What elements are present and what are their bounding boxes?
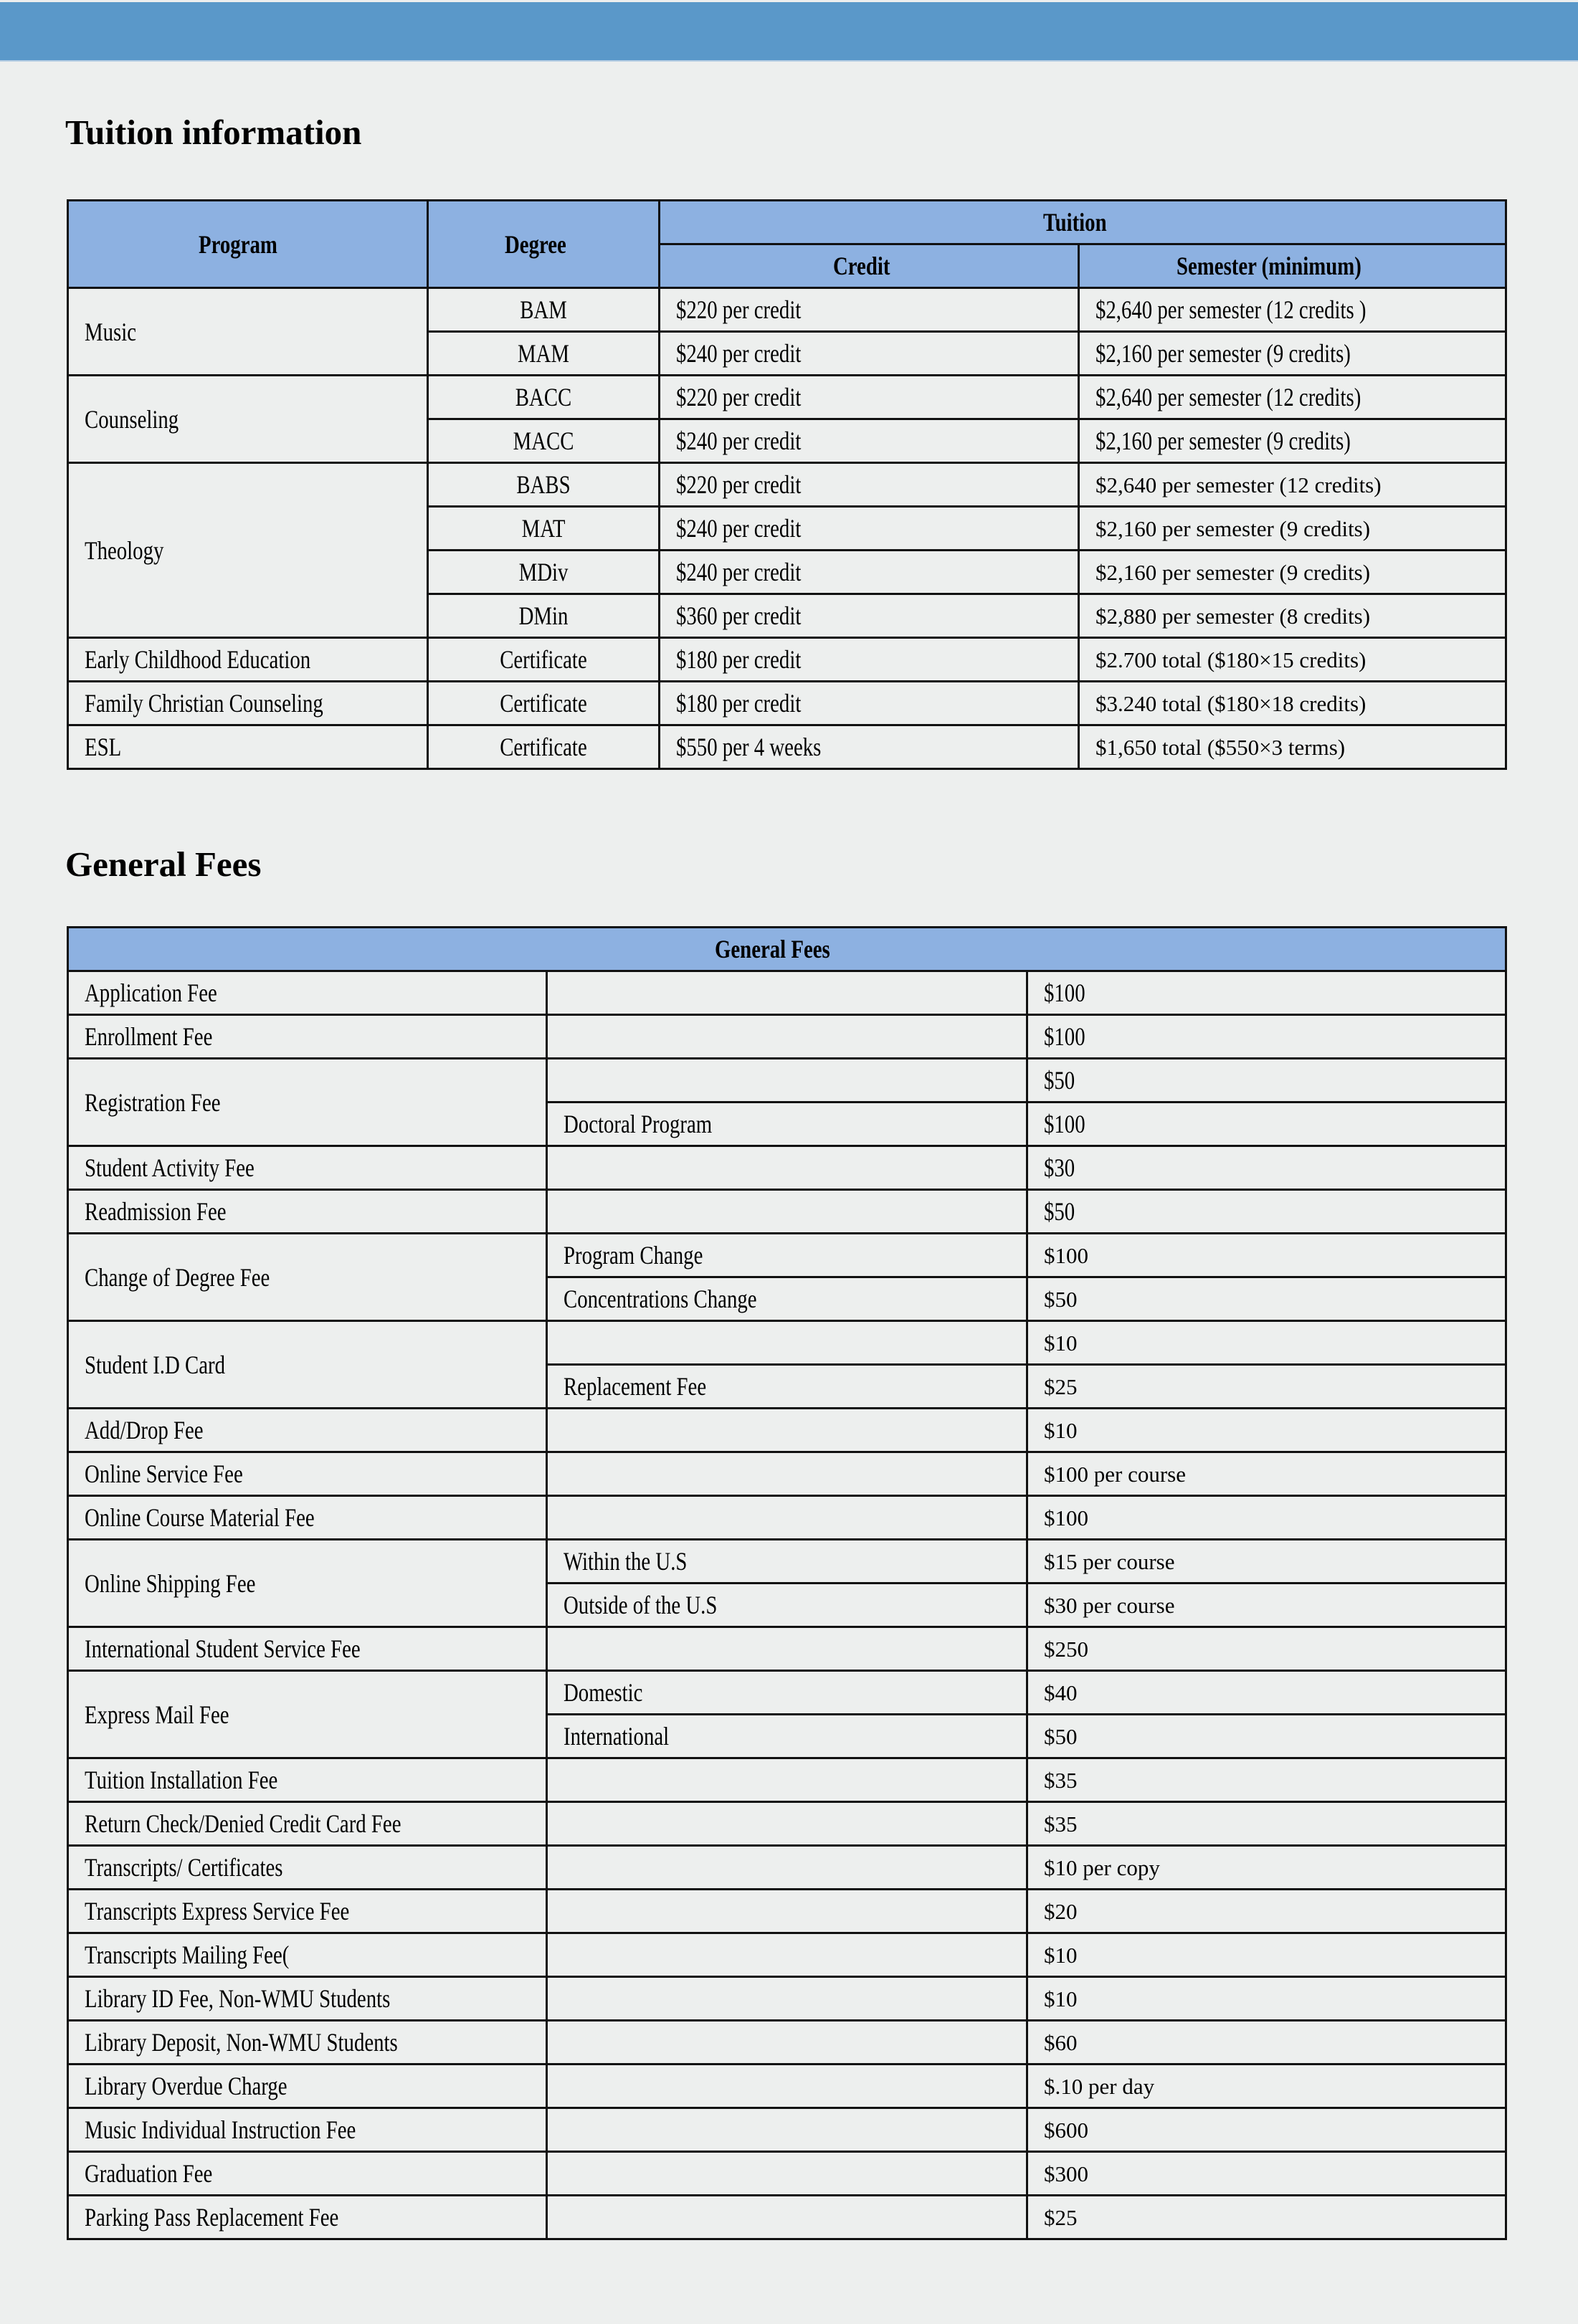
degree-cell: MAT bbox=[428, 507, 660, 551]
fee-amount-cell: $10 bbox=[1027, 1321, 1506, 1365]
semester-cell: $3.240 total ($180×18 credits) bbox=[1079, 682, 1506, 725]
program-cell: Theology bbox=[68, 463, 428, 638]
program-cell: Music bbox=[68, 288, 428, 376]
fee-row bbox=[68, 1890, 1506, 1933]
fee-detail-cell bbox=[547, 1627, 1027, 1671]
semester-cell: $2,160 per semester (9 credits) bbox=[1079, 507, 1506, 551]
fee-detail-cell: Replacement Fee bbox=[547, 1365, 1027, 1409]
fee-row bbox=[68, 1321, 1506, 1365]
credit-cell: $550 per 4 weeks bbox=[660, 725, 1079, 769]
fee-detail-cell bbox=[547, 1846, 1027, 1890]
fee-name-cell: Express Mail Fee bbox=[68, 1671, 547, 1758]
fee-amount-cell: $10 bbox=[1027, 1409, 1506, 1452]
fee-name-cell: Music Individual Instruction Fee bbox=[68, 2108, 547, 2152]
fee-detail-cell: Within the U.S bbox=[547, 1540, 1027, 1584]
credit-cell: $240 per credit bbox=[660, 507, 1079, 551]
fee-amount-cell: $250 bbox=[1027, 1627, 1506, 1671]
fee-name-cell: Graduation Fee bbox=[68, 2152, 547, 2196]
fee-amount-cell: $10 bbox=[1027, 1933, 1506, 1977]
fee-amount-cell: $35 bbox=[1027, 1758, 1506, 1802]
fee-amount-cell: $100 bbox=[1027, 1234, 1506, 1277]
fee-row bbox=[68, 1015, 1506, 1059]
fee-row bbox=[68, 1977, 1506, 2021]
fee-amount-cell: $30 per course bbox=[1027, 1584, 1506, 1627]
fee-row bbox=[68, 2065, 1506, 2108]
fee-name-cell: Add/Drop Fee bbox=[68, 1409, 547, 1452]
fee-amount-cell: $50 bbox=[1027, 1715, 1506, 1758]
fee-name-cell: Library Deposit, Non-WMU Students bbox=[68, 2021, 547, 2065]
tuition-section-title: Tuition information bbox=[65, 113, 362, 152]
fee-detail-cell bbox=[547, 2152, 1027, 2196]
fee-amount-cell: $40 bbox=[1027, 1671, 1506, 1715]
fee-detail-cell: Concentrations Change bbox=[547, 1277, 1027, 1321]
fee-row bbox=[68, 1671, 1506, 1715]
fee-name-cell: Student I.D Card bbox=[68, 1321, 547, 1409]
fee-name-cell: Student Activity Fee bbox=[68, 1146, 547, 1190]
fee-amount-cell: $20 bbox=[1027, 1890, 1506, 1933]
fee-detail-cell: Program Change bbox=[547, 1234, 1027, 1277]
fee-row bbox=[68, 1190, 1506, 1234]
fee-row bbox=[68, 1409, 1506, 1452]
fee-detail-cell bbox=[547, 1146, 1027, 1190]
tuition-row bbox=[68, 682, 1506, 725]
fee-row bbox=[68, 1452, 1506, 1496]
credit-cell: $220 per credit bbox=[660, 288, 1079, 332]
fee-amount-cell: $15 per course bbox=[1027, 1540, 1506, 1584]
fee-detail-cell: Domestic bbox=[547, 1671, 1027, 1715]
program-cell: Early Childhood Education bbox=[68, 638, 428, 682]
fee-name-cell: Tuition Installation Fee bbox=[68, 1758, 547, 1802]
fee-name-cell: Online Course Material Fee bbox=[68, 1496, 547, 1540]
fee-amount-cell: $100 bbox=[1027, 971, 1506, 1015]
fee-name-cell: Transcripts Mailing Fee( bbox=[68, 1933, 547, 1977]
fee-row bbox=[68, 2108, 1506, 2152]
header-semester: Semester (minimum) bbox=[1079, 244, 1506, 288]
fee-row bbox=[68, 1146, 1506, 1190]
fee-name-cell: Return Check/Denied Credit Card Fee bbox=[68, 1802, 547, 1846]
fee-name-cell: Registration Fee bbox=[68, 1059, 547, 1146]
fee-row bbox=[68, 1627, 1506, 1671]
fee-amount-cell: $300 bbox=[1027, 2152, 1506, 2196]
semester-cell: $2.700 total ($180×15 credits) bbox=[1079, 638, 1506, 682]
semester-cell: $2,160 per semester (9 credits) bbox=[1079, 551, 1506, 594]
fee-detail-cell bbox=[547, 1059, 1027, 1103]
degree-cell: BACC bbox=[428, 376, 660, 419]
fee-amount-cell: $30 bbox=[1027, 1146, 1506, 1190]
fee-row bbox=[68, 2152, 1506, 2196]
fee-name-cell: Readmission Fee bbox=[68, 1190, 547, 1234]
tuition-row bbox=[68, 463, 1506, 507]
fee-detail-cell: Outside of the U.S bbox=[547, 1584, 1027, 1627]
credit-cell: $360 per credit bbox=[660, 594, 1079, 638]
credit-cell: $220 per credit bbox=[660, 376, 1079, 419]
credit-cell: $240 per credit bbox=[660, 551, 1079, 594]
header-tuition: Tuition bbox=[660, 201, 1506, 244]
tuition-row bbox=[68, 638, 1506, 682]
degree-cell: BAM bbox=[428, 288, 660, 332]
fee-row bbox=[68, 1933, 1506, 1977]
program-cell: Family Christian Counseling bbox=[68, 682, 428, 725]
top-banner bbox=[0, 2, 1578, 62]
header-degree: Degree bbox=[428, 201, 660, 288]
fee-name-cell: Library Overdue Charge bbox=[68, 2065, 547, 2108]
header-program: Program bbox=[68, 201, 428, 288]
fee-amount-cell: $25 bbox=[1027, 1365, 1506, 1409]
semester-cell: $2,640 per semester (12 credits) bbox=[1079, 463, 1506, 507]
fee-amount-cell: $50 bbox=[1027, 1277, 1506, 1321]
fee-amount-cell: $50 bbox=[1027, 1190, 1506, 1234]
fee-amount-cell: $.10 per day bbox=[1027, 2065, 1506, 2108]
credit-cell: $240 per credit bbox=[660, 419, 1079, 463]
fee-detail-cell bbox=[547, 1496, 1027, 1540]
fee-amount-cell: $25 bbox=[1027, 2196, 1506, 2239]
fee-detail-cell bbox=[547, 1802, 1027, 1846]
fee-row bbox=[68, 1758, 1506, 1802]
fee-name-cell: International Student Service Fee bbox=[68, 1627, 547, 1671]
fee-amount-cell: $100 bbox=[1027, 1015, 1506, 1059]
fee-detail-cell: International bbox=[547, 1715, 1027, 1758]
semester-cell: $2,640 per semester (12 credits) bbox=[1079, 376, 1506, 419]
fee-detail-cell: Doctoral Program bbox=[547, 1103, 1027, 1146]
fees-header: General Fees bbox=[68, 928, 1506, 971]
fee-detail-cell bbox=[547, 1409, 1027, 1452]
fee-name-cell: Parking Pass Replacement Fee bbox=[68, 2196, 547, 2239]
fee-name-cell: Transcripts/ Certificates bbox=[68, 1846, 547, 1890]
fee-detail-cell bbox=[547, 971, 1027, 1015]
fee-row bbox=[68, 1059, 1506, 1103]
tuition-table bbox=[67, 199, 1507, 770]
semester-cell: $2,160 per semester (9 credits) bbox=[1079, 419, 1506, 463]
credit-cell: $180 per credit bbox=[660, 682, 1079, 725]
fees-section-title: General Fees bbox=[65, 844, 262, 884]
fee-name-cell: Application Fee bbox=[68, 971, 547, 1015]
fee-name-cell: Change of Degree Fee bbox=[68, 1234, 547, 1321]
fee-amount-cell: $35 bbox=[1027, 1802, 1506, 1846]
fee-name-cell: Enrollment Fee bbox=[68, 1015, 547, 1059]
fee-amount-cell: $600 bbox=[1027, 2108, 1506, 2152]
fee-name-cell: Transcripts Express Service Fee bbox=[68, 1890, 547, 1933]
program-cell: ESL bbox=[68, 725, 428, 769]
degree-cell: BABS bbox=[428, 463, 660, 507]
fee-name-cell: Online Shipping Fee bbox=[68, 1540, 547, 1627]
fee-detail-cell bbox=[547, 1977, 1027, 2021]
credit-cell: $180 per credit bbox=[660, 638, 1079, 682]
degree-cell: MACC bbox=[428, 419, 660, 463]
tuition-row bbox=[68, 725, 1506, 769]
fee-detail-cell bbox=[547, 2108, 1027, 2152]
fee-detail-cell bbox=[547, 1452, 1027, 1496]
fee-row bbox=[68, 1846, 1506, 1890]
fee-detail-cell bbox=[547, 2196, 1027, 2239]
degree-cell: DMin bbox=[428, 594, 660, 638]
fee-amount-cell: $10 bbox=[1027, 1977, 1506, 2021]
semester-cell: $2,880 per semester (8 credits) bbox=[1079, 594, 1506, 638]
fee-row bbox=[68, 1802, 1506, 1846]
fee-row bbox=[68, 971, 1506, 1015]
fee-row bbox=[68, 2196, 1506, 2239]
fee-detail-cell bbox=[547, 1190, 1027, 1234]
fee-amount-cell: $50 bbox=[1027, 1059, 1506, 1103]
degree-cell: MAM bbox=[428, 332, 660, 376]
credit-cell: $220 per credit bbox=[660, 463, 1079, 507]
degree-cell: Certificate bbox=[428, 682, 660, 725]
fee-row bbox=[68, 2021, 1506, 2065]
fee-name-cell: Online Service Fee bbox=[68, 1452, 547, 1496]
fee-row bbox=[68, 1540, 1506, 1584]
fees-table bbox=[67, 926, 1507, 2240]
fee-row bbox=[68, 1496, 1506, 1540]
degree-cell: MDiv bbox=[428, 551, 660, 594]
fee-name-cell: Library ID Fee, Non-WMU Students bbox=[68, 1977, 547, 2021]
fee-detail-cell bbox=[547, 1321, 1027, 1365]
program-cell: Counseling bbox=[68, 376, 428, 463]
degree-cell: Certificate bbox=[428, 725, 660, 769]
semester-cell: $2,640 per semester (12 credits ) bbox=[1079, 288, 1506, 332]
header-credit: Credit bbox=[660, 244, 1079, 288]
fee-row bbox=[68, 1234, 1506, 1277]
fee-detail-cell bbox=[547, 1933, 1027, 1977]
fee-amount-cell: $60 bbox=[1027, 2021, 1506, 2065]
tuition-row bbox=[68, 288, 1506, 332]
fee-detail-cell bbox=[547, 1758, 1027, 1802]
fee-detail-cell bbox=[547, 1015, 1027, 1059]
fee-amount-cell: $100 bbox=[1027, 1103, 1506, 1146]
fee-amount-cell: $100 per course bbox=[1027, 1452, 1506, 1496]
tuition-row bbox=[68, 376, 1506, 419]
semester-cell: $2,160 per semester (9 credits) bbox=[1079, 332, 1506, 376]
semester-cell: $1,650 total ($550×3 terms) bbox=[1079, 725, 1506, 769]
credit-cell: $240 per credit bbox=[660, 332, 1079, 376]
fee-detail-cell bbox=[547, 1890, 1027, 1933]
fee-detail-cell bbox=[547, 2021, 1027, 2065]
fee-amount-cell: $10 per copy bbox=[1027, 1846, 1506, 1890]
fee-detail-cell bbox=[547, 2065, 1027, 2108]
degree-cell: Certificate bbox=[428, 638, 660, 682]
fee-amount-cell: $100 bbox=[1027, 1496, 1506, 1540]
